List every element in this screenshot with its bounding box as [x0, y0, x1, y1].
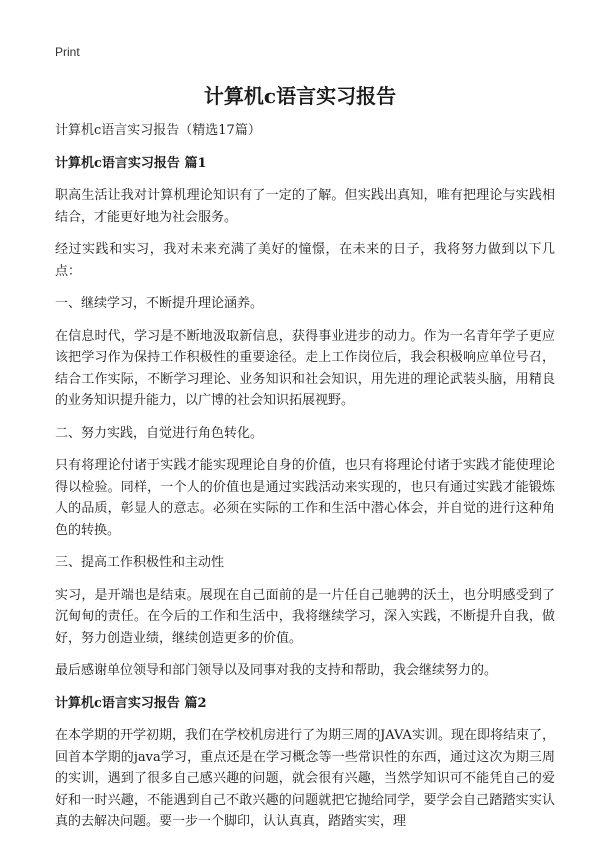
paragraph: 最后感谢单位领导和部门领导以及同事对我的支持和帮助，我会继续努力的。 [55, 663, 498, 678]
paragraph: 实习，是开端也是结束。展现在自己面前的是一片任自己驰骋的沃土，也分明感受到了沉甸甸的责任。在今后的工作和生活中，我将继续学习，深入实践，不断提升自我，做好，努力创造业绩，继续创造更多的价值。 [55, 587, 555, 646]
document-subtitle: 计算机c语言实习报告（精选17篇） [55, 123, 261, 138]
document-body [55, 120, 555, 844]
paragraph: 一、继续学习，不断提升理论涵养。 [55, 296, 264, 311]
paragraph: 只有将理论付诸于实践才能实现理论自身的价值，也只有将理论付诸于实践才能使理论得以检验。同样，一个人的价值也是通过实践活动来实现的，也只有通过实践才能锻炼人的品质，彰显人的意志。必须在实际的工作和生活中潜心体会，并自觉的进行这种角色的转换。 [55, 458, 555, 538]
paragraph: 三、提高工作积极性和主动性 [55, 555, 225, 570]
paragraph: 二、努力实践，自觉进行角色转化。 [55, 425, 264, 441]
section-heading: 计算机c语言实习报告 篇2 [55, 695, 207, 711]
paragraph: 在信息时代，学习是不断地汲取新信息，获得事业进步的动力。作为一名青年学子更应该把学习作为保持工作积极性的重要途径。走上工作岗位后，我会积极响应单位号召，结合工作实际，不断学习理论、业务知识和社会知识，用先进的理论武装头脑，用精良的业务知识提升能力，以广博的社会知识拓展视野。 [55, 328, 555, 408]
paragraph: 经过实践和实习，我对未来充满了美好的憧憬，在未来的日子，我将努力做到以下几点： [55, 242, 555, 279]
section-heading: 计算机c语言实习报告 篇1 [55, 155, 207, 171]
paragraph: 职高生活让我对计算机理论知识有了一定的了解。但实践出真知，唯有把理论与实践相结合，才能更好地为社会服务。 [55, 188, 555, 225]
paragraph: 在本学期的开学初期，我们在学校机房进行了为期三周的JAVA实训。现在即将结束了，回首本学期的java学习，重点还是在学习概念等一些常识性的东西，通过这次为期三周的实训，遇到了很多自己感兴趣的问题，就会很有兴趣，当然学知识可不能凭自己的爱好和一时兴趣，不能遇到自己不敢兴趣的问题就把它抛给同学，要学会自己踏踏实实认真的去解决问题。要一步一个脚印，认认真真，踏踏实实，理 [55, 728, 555, 829]
page-title: 计算机c语言实习报告 [203, 84, 397, 108]
print-link[interactable]: Print [55, 45, 80, 59]
